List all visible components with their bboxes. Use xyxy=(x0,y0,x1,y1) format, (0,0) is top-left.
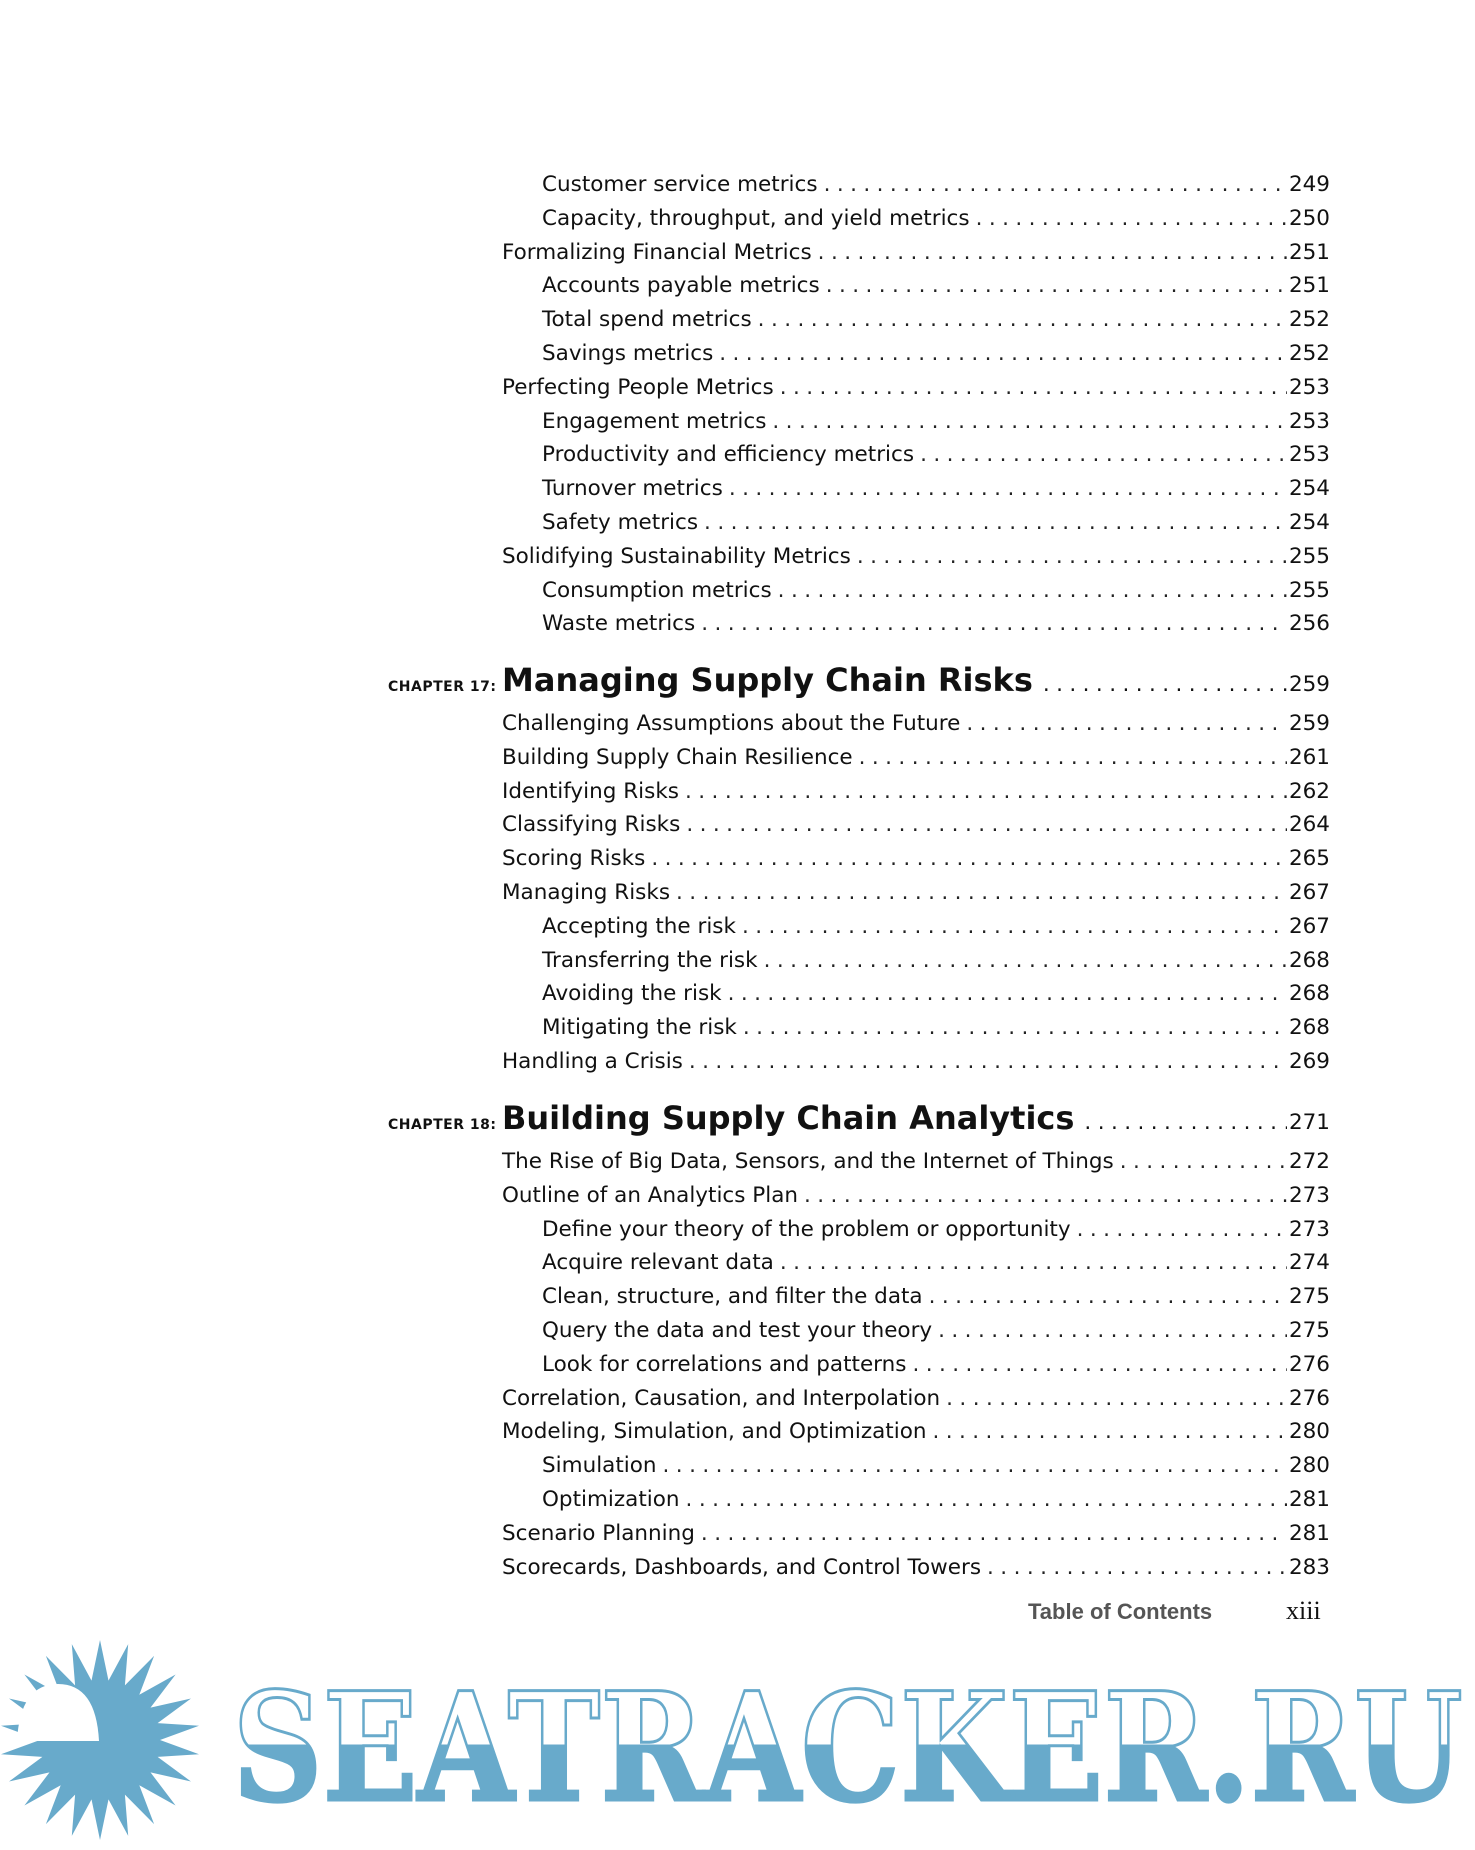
dot-leader xyxy=(780,1246,1287,1280)
page-number: 259 xyxy=(1288,711,1330,736)
toc-entry[interactable] xyxy=(502,707,1330,741)
entry-title: Identifying Risks xyxy=(502,778,680,804)
dot-leader xyxy=(651,842,1287,876)
dot-leader xyxy=(701,607,1287,641)
dot-leader xyxy=(729,472,1287,506)
dot-leader xyxy=(857,540,1287,574)
toc-entry[interactable] xyxy=(502,1382,1330,1416)
dot-leader xyxy=(704,506,1287,540)
entry-title: Scenario Planning xyxy=(502,1520,695,1546)
page-number: 254 xyxy=(1288,476,1330,502)
dot-leader xyxy=(920,438,1287,472)
entry-title: Formalizing Financial Metrics xyxy=(502,239,812,265)
dot-leader xyxy=(976,202,1287,236)
entry-title: Scorecards, Dashboards, and Control Towers xyxy=(502,1554,982,1580)
toc-entry[interactable] xyxy=(542,506,1330,540)
dot-leader xyxy=(689,1045,1287,1079)
dot-leader xyxy=(1043,672,1287,697)
toc-entry[interactable] xyxy=(542,1246,1330,1280)
page-number: 261 xyxy=(1288,744,1330,770)
page-number: 275 xyxy=(1288,1284,1330,1310)
entry-title: Savings metrics xyxy=(542,340,714,366)
sun-icon xyxy=(1,1640,199,1840)
page-number: 249 xyxy=(1288,172,1330,197)
chapter-17 xyxy=(0,661,1475,1079)
page-number: 273 xyxy=(1288,1216,1330,1242)
footer-page-number: xiii xyxy=(1286,1596,1321,1625)
entry-title: Engagement metrics xyxy=(542,408,767,434)
dot-leader xyxy=(859,741,1287,775)
entry-title: Waste metrics xyxy=(542,611,696,637)
dot-leader xyxy=(946,1382,1287,1416)
toc-entry[interactable] xyxy=(502,371,1330,405)
page-number: 276 xyxy=(1288,1385,1330,1411)
toc-entry[interactable] xyxy=(502,775,1330,809)
dot-leader xyxy=(758,303,1287,337)
toc-entry[interactable] xyxy=(502,1551,1330,1585)
entry-title: Look for correlations and patterns xyxy=(542,1351,907,1377)
toc-entry[interactable] xyxy=(542,168,1330,202)
toc-entry[interactable] xyxy=(542,1213,1330,1247)
page-number: 268 xyxy=(1288,981,1330,1007)
entry-title: Customer service metrics xyxy=(542,172,818,197)
chapter-title: Managing Supply Chain Risks xyxy=(502,661,1033,699)
chapter-heading[interactable] xyxy=(388,1099,1330,1145)
dot-leader xyxy=(1120,1145,1287,1179)
entry-title: Safety metrics xyxy=(542,509,699,535)
dot-leader xyxy=(742,910,1287,944)
entry-title: Avoiding the risk xyxy=(542,981,722,1007)
page-number: 281 xyxy=(1288,1486,1330,1512)
watermark-logo xyxy=(0,1640,1475,1850)
page-number: 253 xyxy=(1288,442,1330,468)
toc-entry[interactable] xyxy=(542,607,1330,641)
dot-leader xyxy=(780,371,1287,405)
entry-title: Handling a Crisis xyxy=(502,1048,683,1074)
page-number: 251 xyxy=(1288,239,1330,265)
dot-leader xyxy=(804,1179,1287,1213)
entry-title: Challenging Assumptions about the Future xyxy=(502,711,961,736)
page-number: 254 xyxy=(1288,509,1330,535)
entry-title: Mitigating the risk xyxy=(542,1015,737,1041)
entry-title: Consumption metrics xyxy=(542,577,772,603)
page-number: 250 xyxy=(1288,205,1330,231)
dot-leader xyxy=(764,944,1287,978)
toc-entry[interactable] xyxy=(502,1045,1330,1079)
toc-entry[interactable] xyxy=(502,540,1330,574)
chapter-label: CHAPTER 17: xyxy=(388,679,497,695)
page-number: 253 xyxy=(1288,374,1330,400)
toc-entry[interactable] xyxy=(502,842,1330,876)
dot-leader xyxy=(818,236,1287,270)
dot-leader xyxy=(663,1449,1287,1483)
entry-title: The Rise of Big Data, Sensors, and the Internet of Things xyxy=(502,1149,1114,1174)
dot-leader xyxy=(1084,1110,1287,1135)
page-number: 255 xyxy=(1288,577,1330,603)
toc-entry[interactable] xyxy=(502,808,1330,842)
page-number: 267 xyxy=(1288,879,1330,905)
chapter-label: CHAPTER 18: xyxy=(388,1117,497,1133)
entry-title: Total spend metrics xyxy=(542,307,752,333)
dot-leader xyxy=(987,1551,1287,1585)
toc-entry[interactable] xyxy=(502,1517,1330,1551)
page-number: 262 xyxy=(1288,778,1330,804)
entry-title: Accounts payable metrics xyxy=(542,273,820,299)
dot-leader xyxy=(824,168,1287,202)
page-number: 274 xyxy=(1288,1250,1330,1276)
entry-title: Correlation, Causation, and Interpolation xyxy=(502,1385,941,1411)
toc-entry[interactable] xyxy=(542,337,1330,371)
toc-entry[interactable] xyxy=(542,944,1330,978)
dot-leader xyxy=(938,1314,1287,1348)
dot-leader xyxy=(826,269,1287,303)
dot-leader xyxy=(676,876,1287,910)
dot-leader xyxy=(719,337,1287,371)
footer-section-label: Table of Contents xyxy=(1028,1599,1213,1624)
entry-title: Solidifying Sustainability Metrics xyxy=(502,543,851,569)
page-number: 275 xyxy=(1288,1317,1330,1343)
dot-leader xyxy=(966,707,1287,741)
entry-title: Optimization xyxy=(542,1486,680,1512)
toc-entry[interactable] xyxy=(542,1449,1330,1483)
toc-entry[interactable] xyxy=(502,876,1330,910)
toc-entry[interactable] xyxy=(502,1415,1330,1449)
page-number: 253 xyxy=(1288,408,1330,434)
entry-title: Outline of an Analytics Plan xyxy=(502,1182,799,1208)
page-number: 272 xyxy=(1288,1149,1330,1174)
toc-entry[interactable] xyxy=(542,1280,1330,1314)
toc-entry[interactable] xyxy=(542,910,1330,944)
toc-entry[interactable] xyxy=(542,472,1330,506)
entry-title: Scoring Risks xyxy=(502,846,646,872)
dot-leader xyxy=(728,977,1287,1011)
dot-leader xyxy=(686,1483,1287,1517)
entry-title: Capacity, throughput, and yield metrics xyxy=(542,205,970,231)
toc-entry[interactable] xyxy=(502,236,1330,270)
page-number: 252 xyxy=(1288,340,1330,366)
page-number: 276 xyxy=(1288,1351,1330,1377)
page-number: 281 xyxy=(1288,1520,1330,1546)
page-number: 264 xyxy=(1288,812,1330,838)
toc-entry[interactable] xyxy=(502,1179,1330,1213)
entry-title: Define your theory of the problem or opportunity xyxy=(542,1216,1071,1242)
toc-entry[interactable] xyxy=(542,1011,1330,1045)
entry-title: Simulation xyxy=(542,1453,657,1479)
page-number: 268 xyxy=(1288,1015,1330,1041)
toc-entry[interactable] xyxy=(542,574,1330,608)
dot-leader xyxy=(685,775,1287,809)
toc-entry[interactable] xyxy=(542,438,1330,472)
page-number: 255 xyxy=(1288,543,1330,569)
dot-leader xyxy=(701,1517,1287,1551)
page-number: 269 xyxy=(1288,1048,1330,1074)
toc-entry[interactable] xyxy=(542,405,1330,439)
chapter-18 xyxy=(0,1099,1475,1584)
dot-leader xyxy=(778,574,1287,608)
entry-title: Acquire relevant data xyxy=(542,1250,774,1276)
page-number: 259 xyxy=(1288,672,1330,697)
page-number: 252 xyxy=(1288,307,1330,333)
entry-title: Transferring the risk xyxy=(542,947,758,973)
toc-entry[interactable] xyxy=(542,1314,1330,1348)
entry-title: Building Supply Chain Resilience xyxy=(502,744,853,770)
page-number: 280 xyxy=(1288,1453,1330,1479)
dot-leader xyxy=(743,1011,1287,1045)
entry-title: Perfecting People Metrics xyxy=(502,374,774,400)
page-number: 268 xyxy=(1288,947,1330,973)
dot-leader xyxy=(912,1348,1286,1382)
toc-entry[interactable] xyxy=(542,977,1330,1011)
page-number: 273 xyxy=(1288,1182,1330,1208)
entry-title: Productivity and efficiency metrics xyxy=(542,442,915,468)
entry-title: Classifying Risks xyxy=(502,812,681,838)
page-number: 267 xyxy=(1288,913,1330,939)
dot-leader xyxy=(1077,1213,1287,1247)
page-number: 256 xyxy=(1288,611,1330,637)
toc-entry[interactable] xyxy=(542,269,1330,303)
toc-section-continued xyxy=(0,168,1475,641)
page-number: 265 xyxy=(1288,846,1330,872)
toc-entry[interactable] xyxy=(542,303,1330,337)
toc-entry[interactable] xyxy=(542,1348,1330,1382)
toc-entry[interactable] xyxy=(502,741,1330,775)
chapter-heading[interactable] xyxy=(388,661,1330,707)
dot-leader xyxy=(772,405,1287,439)
watermark-text: SEATRACKER.RU xyxy=(232,1660,1463,1837)
entry-title: Query the data and test your theory xyxy=(542,1317,933,1343)
page-number: 251 xyxy=(1288,273,1330,299)
chapter-title: Building Supply Chain Analytics xyxy=(502,1099,1075,1137)
page-number: 280 xyxy=(1288,1419,1330,1445)
entry-title: Modeling, Simulation, and Optimization xyxy=(502,1419,927,1445)
toc-entry[interactable] xyxy=(502,1145,1330,1179)
entry-title: Accepting the risk xyxy=(542,913,736,939)
entry-title: Clean, structure, and filter the data xyxy=(542,1284,923,1310)
entry-title: Managing Risks xyxy=(502,879,671,905)
dot-leader xyxy=(932,1415,1286,1449)
entry-title: Turnover metrics xyxy=(542,476,723,502)
page-number: 271 xyxy=(1288,1110,1330,1135)
dot-leader xyxy=(686,808,1287,842)
toc-entry[interactable] xyxy=(542,202,1330,236)
dot-leader xyxy=(929,1280,1287,1314)
toc-entry[interactable] xyxy=(542,1483,1330,1517)
page-number: 283 xyxy=(1288,1554,1330,1580)
